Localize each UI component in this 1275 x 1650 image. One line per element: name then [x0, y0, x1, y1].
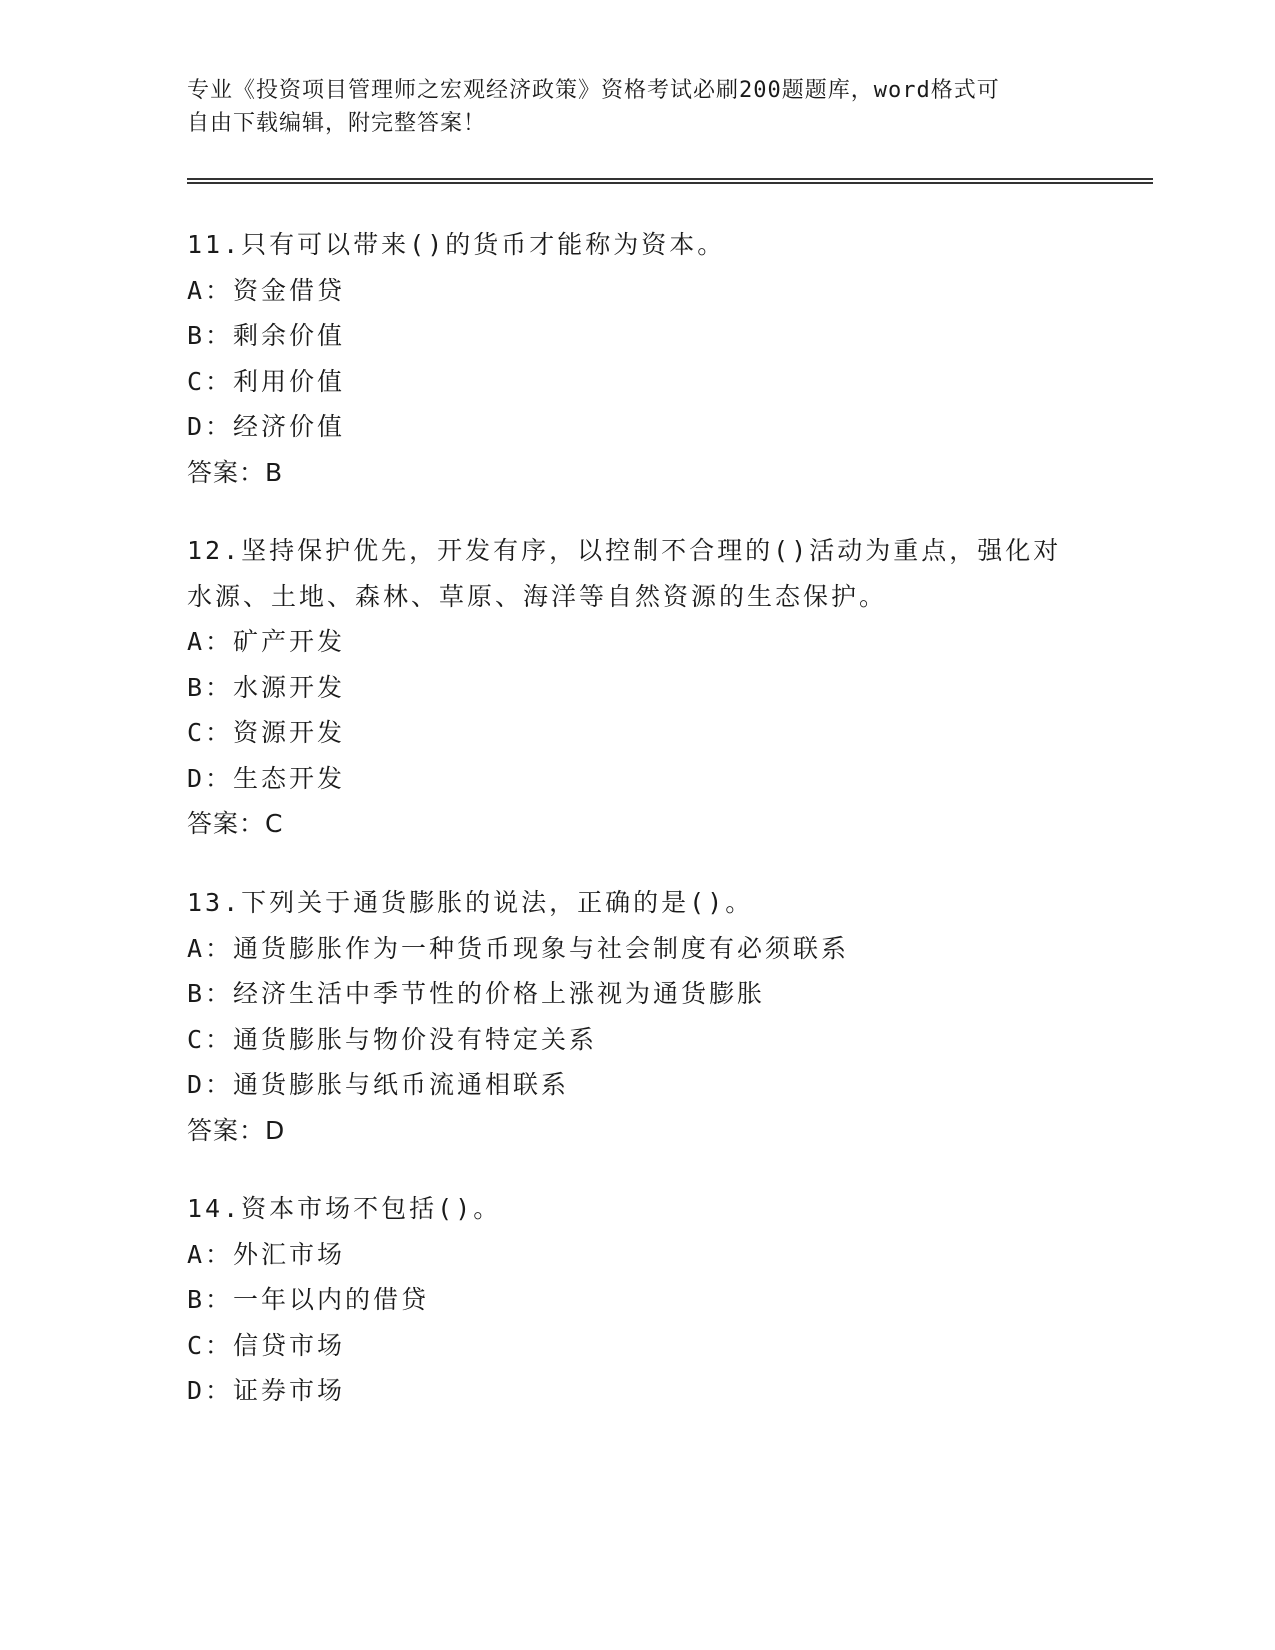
question-stem-line-2: 水源、土地、森林、草原、海洋等自然资源的生态保护。	[187, 581, 888, 611]
question-stem: 13.下列关于通货膨胀的说法，正确的是()。	[187, 888, 754, 917]
option-d: D：生态开发	[187, 763, 346, 793]
question-stem: 14.资本市场不包括()。	[187, 1194, 502, 1223]
document-header	[187, 74, 1067, 140]
header-line-2: 自由下载编辑，附完整答案！	[187, 111, 487, 136]
answer: 答案：D	[187, 1115, 286, 1145]
option-a: A：资金借贷	[187, 275, 346, 305]
option-c: C：利用价值	[187, 366, 346, 396]
header-divider	[187, 178, 1153, 184]
question-12	[187, 528, 1087, 847]
question-11	[187, 222, 1087, 495]
option-b: B：剩余价值	[187, 321, 346, 350]
answer: 答案：B	[187, 457, 284, 487]
question-13	[187, 880, 1087, 1153]
option-b: B：经济生活中季节性的价格上涨视为通货膨胀	[187, 979, 766, 1008]
option-a: A：矿产开发	[187, 627, 346, 656]
question-14	[187, 1186, 1087, 1414]
option-d: D：经济价值	[187, 412, 346, 441]
answer: 答案：C	[187, 809, 284, 838]
option-c: C：资源开发	[187, 718, 346, 747]
question-stem: 11.只有可以带来()的货币才能称为资本。	[187, 230, 726, 259]
option-b: B：水源开发	[187, 672, 346, 702]
option-a: A：通货膨胀作为一种货币现象与社会制度有必须联系	[187, 933, 850, 963]
option-c: C：信贷市场	[187, 1330, 346, 1360]
question-stem-line-1: 12.坚持保护优先，开发有序，以控制不合理的()活动为重点，强化对	[187, 536, 1062, 565]
option-a: A：外汇市场	[187, 1239, 346, 1269]
option-d: D：证券市场	[187, 1376, 346, 1405]
option-d: D：通货膨胀与纸币流通相联系	[187, 1070, 570, 1099]
header-line-1: 专业《投资项目管理师之宏观经济政策》资格考试必刷200题题库，word格式可	[187, 78, 1000, 103]
option-c: C：通货膨胀与物价没有特定关系	[187, 1024, 598, 1054]
option-b: B：一年以内的借贷	[187, 1285, 430, 1314]
